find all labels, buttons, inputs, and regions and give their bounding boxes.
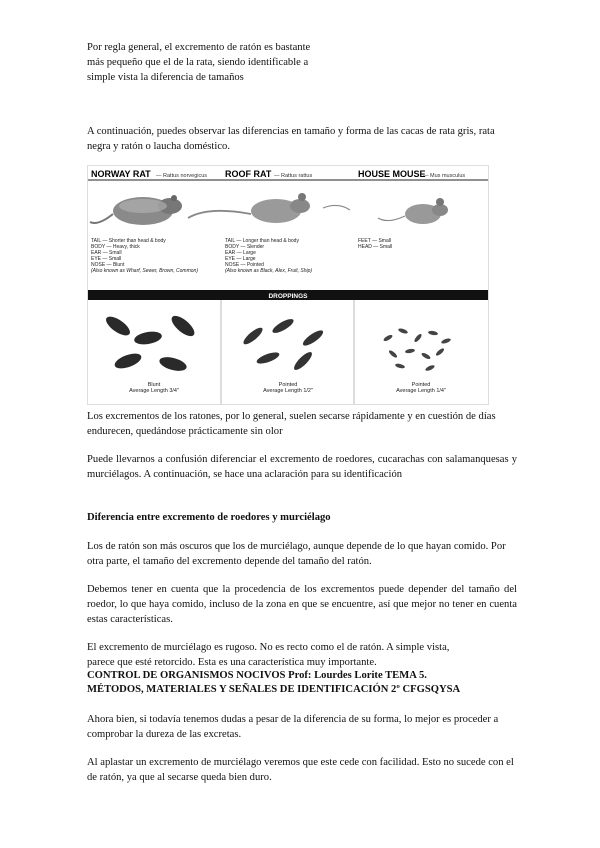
comparison-intro: A continuación, puedes observar las diferencias en tamaño y forma de las cacas de rata gris, rata negra y ratón o laucha doméstico. xyxy=(87,126,495,152)
roof-trait-2: BODY — Slender xyxy=(225,244,265,250)
norway-trait-1: TAIL — Shorter than head & body xyxy=(91,238,166,244)
roof-trait-4: EYE — Large xyxy=(225,256,256,262)
roof-droppings xyxy=(241,317,325,373)
intro-line-1: Por regla general, el excremento de ratón es bastante xyxy=(87,42,311,53)
dry-paragraph: Los excrementos de los ratones, por lo general, suelen secarse rápidamente y en cuestión de días endurecen, quedándose prácticamente sin olor xyxy=(87,411,496,437)
mouse-dropping-shape: Pointed xyxy=(411,382,431,388)
norway-dropping-length: Average Length 3/4" xyxy=(129,388,179,394)
intro-line-3: simple vista la diferencia de tamaños xyxy=(87,72,244,83)
norway-dropping-shape: Blunt xyxy=(147,382,161,388)
norway-trait-4: EYE — Small xyxy=(91,256,122,262)
crush-paragraph: Al aplastar un excremento de murciélago veremos que este cede con facilidad. Esto no sucede con el de ratón, ya que al secarse queda bien duro. xyxy=(87,757,514,783)
norway-droppings xyxy=(103,312,197,373)
hardness-paragraph: Ahora bien, si todavía tenemos dudas a pesar de la diferencia de su forma, lo mejor es proceder a comprobar la dureza de las excretas. xyxy=(87,714,499,740)
species-latin-norway: — Rattus norvegicus xyxy=(156,173,208,179)
confusion-paragraph: Puede llevarnos a confusión diferenciar el excremento de roedores, cucarachas con salamanquesas y murciélagos. A continuación, se hace una aclaración para su identificación xyxy=(87,454,517,480)
norway-trait-3: EAR — Small xyxy=(91,250,122,256)
mouse-droppings xyxy=(383,327,452,372)
roof-dropping-length: Average Length 1/2" xyxy=(263,388,313,394)
house-trait-1: FEET — Small xyxy=(358,238,391,244)
droppings-banner: DROPPINGS xyxy=(268,293,308,300)
bat-line-2: parece que esté retorcido. Esta es una característica muy importante. xyxy=(87,657,377,668)
size-paragraph: Debemos tener en cuenta que la procedencia de los excrementos puede depender del tamaño del roedor, lo que haya comido, incluso de la zona en que se encuentre, así que mejor no tener en cuenta estas características. xyxy=(87,584,517,625)
bat-line-1: El excremento de murciélago es rugoso. No es recto como el de ratón. A simple vista, xyxy=(87,642,450,653)
norway-trait-2: BODY — Heavy, thick xyxy=(91,244,140,250)
course-line-1: CONTROL DE ORGANISMOS NOCIVOS Prof: Lourdes Lorite TEMA 5. xyxy=(87,670,427,681)
intro-line-2: más pequeño que el de la rata, siendo identificable a xyxy=(87,57,309,68)
species-name-roof: ROOF RAT xyxy=(225,169,272,179)
section-heading: Diferencia entre excremento de roedores y murciélago xyxy=(87,512,331,523)
house-mouse-illustration xyxy=(378,198,448,224)
rodent-comparison-illustration xyxy=(88,166,488,404)
roof-trait-1: TAIL — Longer than head & body xyxy=(225,238,299,244)
roof-dropping-shape: Pointed xyxy=(278,382,298,388)
dark-paragraph: Los de ratón son más oscuros que los de murciélago, aunque depende de lo que hayan comido. Por otra parte, el tamaño del excremento depende del tamaño del ratón. xyxy=(87,541,506,567)
species-name-house: HOUSE MOUSE xyxy=(358,169,426,179)
roof-rat-illustration xyxy=(188,193,350,223)
rodent-comparison-figure xyxy=(87,165,489,405)
roof-trait-3: EAR — Large xyxy=(225,250,256,256)
roof-aka: (Also known as Black, Alex, Fruit, Ship) xyxy=(225,268,313,274)
mouse-dropping-length: Average Length 1/4" xyxy=(396,388,446,394)
course-line-2: MÉTODOS, MATERIALES Y SEÑALES DE IDENTIFICACIÓN 2º CFGSQYSA xyxy=(87,684,461,695)
species-latin-house: — Mus musculus xyxy=(423,173,466,179)
norway-trait-5: NOSE — Blunt xyxy=(91,262,125,268)
species-name-norway: NORWAY RAT xyxy=(91,169,151,179)
norway-rat-illustration xyxy=(90,195,182,225)
species-latin-roof: — Rattus rattus xyxy=(274,173,313,179)
roof-trait-5: NOSE — Pointed xyxy=(225,262,264,268)
house-trait-2: HEAD — Small xyxy=(358,244,393,250)
norway-aka: (Also known as Wharf, Sewer, Brown, Common) xyxy=(91,268,198,274)
